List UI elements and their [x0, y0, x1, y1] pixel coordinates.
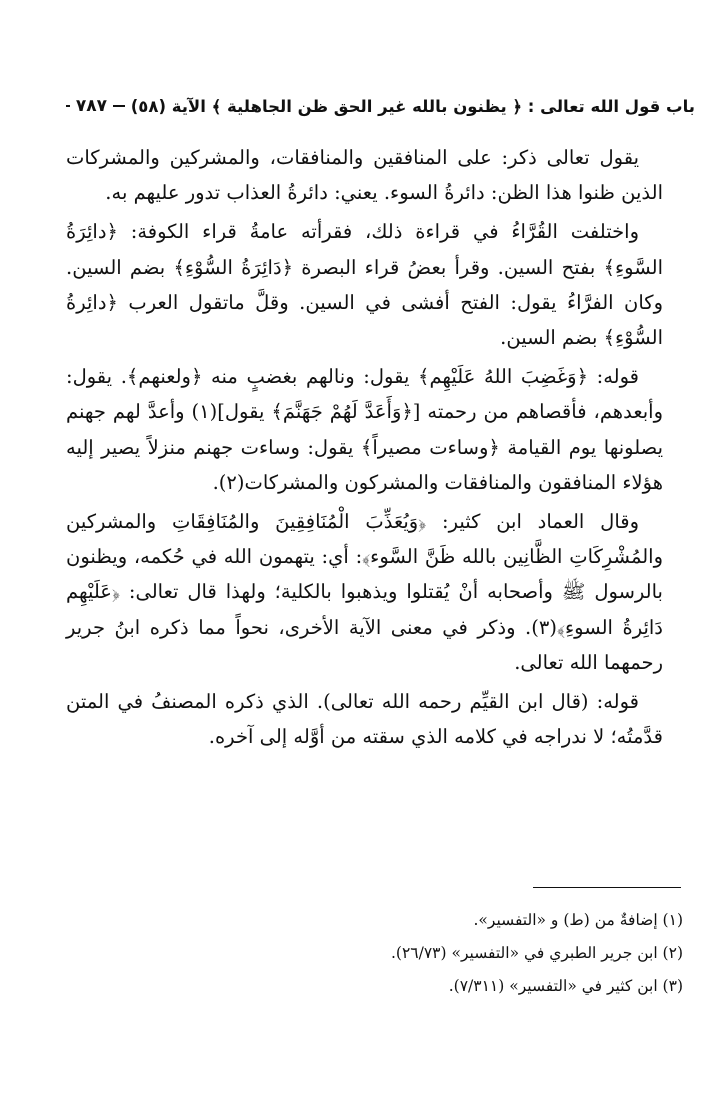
paragraph-2: واختلفت القُرَّاءُ في قراءة ذلك، فقرأته عامةُ قراء الكوفة: ﴿دائِرَةُ السَّوءِ﴾ بفتح السين. وقرأ بعضُ قراء البصرة ﴿دَائِرَةُ السُّوْءِ﴾ بضم السين. وكان الفرَّاءُ يقول: الفتح أفشى في السين. وقلَّ ماتقول العرب ﴿دائِرةُ السُّوْءِ﴾ بضم السين.: [66, 220, 663, 350]
header-rule-line-end: [66, 105, 70, 107]
paragraph-5: قوله: (قال ابن القيِّم رحمه الله تعالى). الذي ذكره المصنفُ في المتن قدَّمتُه؛ لا ندراجه في كلامه الذي سقته من أوَّله إلى آخره.: [66, 690, 663, 749]
header-title: باب قول الله تعالى : ﴿ يظنون بالله غير الحق ظن الجاهلية ﴾ الآية (٥٨): [130, 96, 695, 116]
footnote-separator: [533, 887, 681, 888]
paragraph-1: يقول تعالى ذكر: على المنافقين والمنافقات، والمشركين والمشركات الذين ظنوا هذا الظن: دائرةُ السوء. يعني: دائرةُ العذاب تدور عليهم به.: [66, 146, 663, 205]
footnotes: [60, 904, 683, 1003]
footnote-3: (٣) ابن كثير في «التفسير» (٧/٣١١).: [448, 977, 683, 995]
paragraph-4: وقال العماد ابن كثير: ﴿وَيُعَذِّبَ الْمُنَافِقِينَ والمُنَافِقَاتِ والمشركين والمُشْرِكَاتِ الظَّانِين بالله ظَنَّ السَّوء﴾: أي: يتهمون الله في حُكمه، ويظنون بالرسول ﷺ وأصحابه أنْ يُقتلوا ويذهبوا بالكلية؛ ولهذا قال تعالى: ﴿عَلَيْهِم دَائِرةُ السوءِ﴾(٣). وذكر في معنى الآية الأخرى، نحواً مما ذكره ابنُ جرير رحمهما الله تعالى.: [66, 510, 663, 674]
paragraph-3: قوله: ﴿وَغَضِبَ اللهُ عَلَيْهِم﴾ يقول: ونالهم بغضبٍ منه ﴿ولعنهم﴾. يقول: وأبعدهم، فأقصاهم من رحمته [﴿وَأَعَدَّ لَهُمْ جَهَنَّمَ﴾ يقول](١) وأعدَّ لهم جهنم يصلونها يوم القيامة ﴿وساءت مصيراً﴾ يقول: وساءت جهنم منزلاً يصير إليه هؤلاء المنافقون والمنافقات والمشركون والمشركات(٢).: [66, 365, 663, 494]
page-number: ٧٨٧: [75, 96, 107, 116]
footnote-1: (١) إضافةٌ من (ط) و «التفسير».: [473, 911, 683, 929]
running-header: [60, 88, 695, 124]
header-rule-line: [113, 105, 125, 107]
main-text: [66, 140, 663, 754]
footnote-2: (٢) ابن جرير الطبري في «التفسير» (٢٦/٧٣).: [391, 944, 683, 962]
